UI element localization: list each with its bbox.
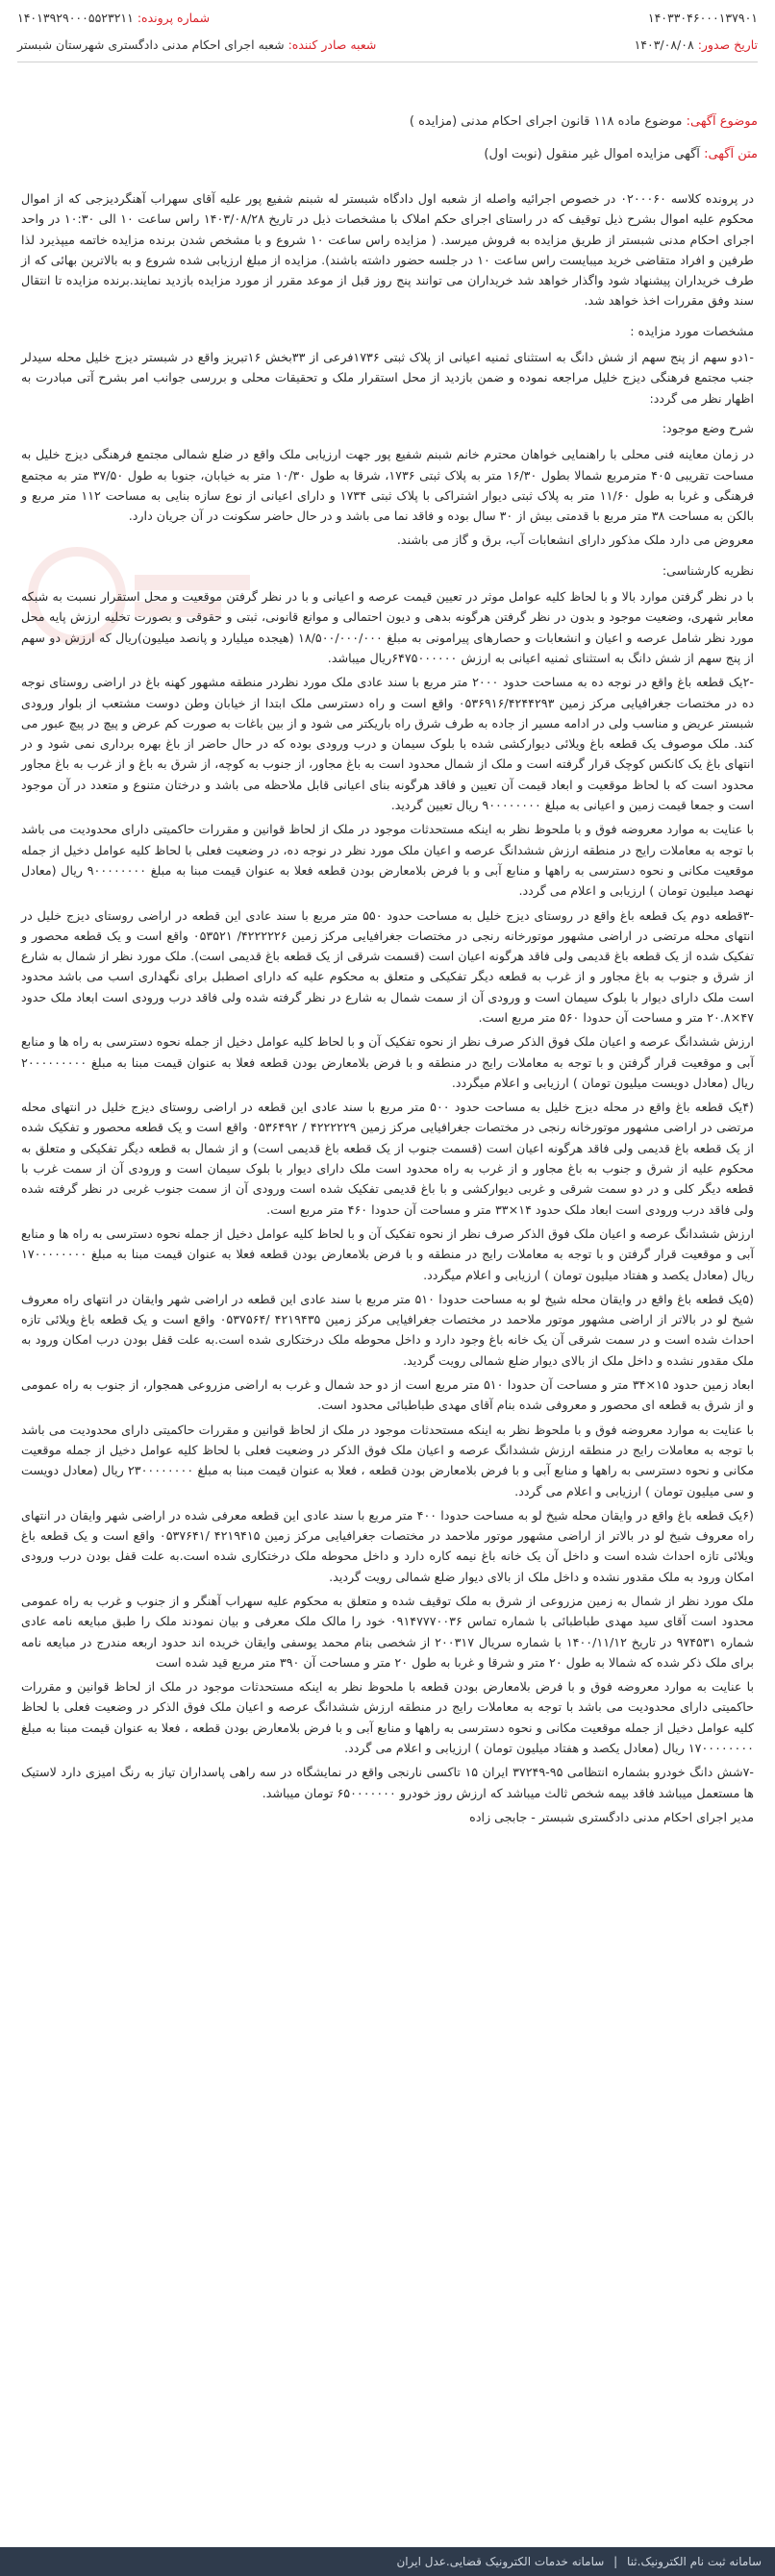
notice-paragraph: -۷شش دانگ خودرو بشماره انتظامی ۹۵-۳۷۲۴۹ ایران ۱۵ تاکسی نارنجی واقع در نمایشگاه در سه راهی پاسداران تیاز به رنگ امیزی دارد لاستیک ها مستعمل میباشد فاقد بیمه شخص ثالث میباشد که ارزش روز خودرو ۶۵۰۰۰۰۰۰۰ تومان میباشد. (21, 1765, 755, 1800)
footer-bar: سامانه ثبت نام الکترونیک.ثنا | سامانه خدمات الکترونیک قضایی.عدل ایران (0, 2547, 775, 2576)
notice-paragraph: ارزش ششدانگ عرصه و اعیان ملک فوق الذکر صرف نظر از نحوه تفکیک آن و با لحاظ کلیه عوامل دخیل از جمله نحوه دسترسی به راه ها و منابع آبی و موقعیت قرار گرفتن و با توجه به معاملات رایج در منطقه و با فرض بلامعارض بودن قطعه فعلا به عنوان قیمت مبنا به مبلغ ۱۷۰۰۰۰۰۰۰۰ ریال (معادل یکصد و هفتاد میلیون تومان ) ارزیابی و اعلام میگردد. (21, 1226, 754, 1282)
section-heading: شرح وضع موجود: (662, 420, 754, 435)
notice-subject: موضوع آگهی: موضوع ماده ۱۱۸ قانون اجرای احکام مدنی (مزایده ) (409, 114, 758, 129)
notice-paragraph: با عنایت به موارد معروضه فوق و با فرض بلامعارض بودن قطعه با ملحوظ نظر به اینکه مستحدثات موجود در ملک از لحاظ قوانین و مقررات حاکمیتی دارای محدودیت می باشد با توجه به معاملات رایج در منطقه ارزش ششدانگ عرصه و اعیان ملک فوق الذکر در وضعیت فعلی با لحاظ کلیه عوامل دخیل از جمله موقعیت مکانی و نحوه دسترسی به راهها و منابع آبی و با فرض بلامعارض بودن قطعه ، فعلا به عنوان قیمت مبنا به مبلغ ۱۷۰۰۰۰۰۰۰۰ ریال (معادل یکصد و هفتاد میلیون تومان ) ارزیابی و اعلام می گردد. (21, 1679, 754, 1756)
header-row-1 (17, 8, 758, 29)
notice-paragraph: -۱دو سهم از پنج سهم از شش دانگ به استثنای ثمنیه اعیانی از پلاک ثبتی ۱۷۳۶فرعی از ۳۳بخش ۱۶تبریز واقع در شبستر دیزج خلیل محله سیدلر جنب مجتمع فرهنگی دیزج خلیل مراجعه نموده و ضمن بازدید از محل استقرار ملک و تحقیقات محلی و بررسی جوانب امر بشرح آتی مبادرت به اظهار نظر می گردد: (21, 350, 754, 406)
tracking-number: ۱۴۰۳۳۰۴۶۰۰۰۱۳۷۹۰۱ (647, 11, 758, 25)
header-row-2 (17, 35, 758, 56)
notice-paragraph: ابعاد زمین حدود ۱۵×۳۴ متر و مساحت آن حدودا ۵۱۰ متر مربع است از دو حد شمال و غرب به اراضی مزروعی همجوار، از جنوب به راه عمومی و از شرق به قطعه ای محصور و معروفی شده بنام آقای مهدی طباطبائی محدود است. (21, 1377, 754, 1413)
issue-date: تاریخ صدور: ۱۴۰۳/۰۸/۰۸ (634, 37, 758, 52)
notice-paragraph: ملک مورد نظر از شمال به زمین مزروعی از شرق به ملک توقیف شده و متعلق به محکوم علیه سهراب آهنگر و از جنوب و غرب به راه عمومی محدود است آقای سید مهدی طباطبائی با شماره تماس ۰۹۱۴۷۷۷۰۰۳۶ خود را مالک ملک معرفی و بیان نمودند ملک را طبق مبایعه نامه عادی شماره ۹۷۴۵۳۱ در تاریخ ۱۴۰۰/۱۱/۱۲ با شماره سریال ۲۰۰۳۱۷ از شخصی بنام محمد یوسفی وایقان خریده اند حدود اربعه مندرج در مبایعه نامه برای ملک ذکر شده که شمالا به طول ۲۰ متر و شرقا و غربا به طول ۲۰ متر و مساحت آن ۳۹۰ متر مربع قید شده است (21, 1594, 754, 1670)
section-heading: نظریه کارشناسی: (662, 562, 754, 578)
section-heading: مشخصات مورد مزایده : (630, 323, 754, 338)
notice-paragraph: (۵یک قطعه باغ واقع در وایقان محله شیخ لو به مساحت حدودا ۵۱۰ متر مربع با سند عادی این قطعه در اراضی شهر وایقان در انتهای راه معروف شیخ لو در بالاتر از اراضی مشهور موتور ملاحمد در مختصات جغرافیایی مرکز زمین ۴۲۱۹۴۳۵ /۰۵۳۷۵۶۴ واقع است و یک قطعه باغ ویلائی تازه احداث شده است و در سمت شرقی آن یک خانه باغ وجود دارد و داخل محوطه ملک درختکاری شده است.به علت قفل بودن درب امکان ورود به ملک مقدور نشده و داخل ملک از بالای دیوار ضلع شمالی رویت گردید. (21, 1291, 754, 1368)
notice-paragraph: با عنایت به موارد معروضه فوق و با ملحوظ نظر به اینکه مستحدثات موجود در ملک از لحاظ قوانین و مقررات حاکمیتی دارای محدودیت می باشد با توجه به معاملات رایج در منطقه ارزش ششدانگ عرصه و اعیان ملک فوق الذکر در وضعیت فعلی با لحاظ کلیه عوامل دخیل از جمله موقعیت مکانی و نحوه دسترسی به راهها و منابع آبی و با فرض بلامعارض بودن قطعه ، فعلا به عنوان قیمت مبنا به مبلغ ۲۳۰۰۰۰۰۰۰۰ ریال (معادل دویست و سی میلیون تومان ) ارزیابی و اعلام می گردد. (21, 1422, 754, 1499)
notice-paragraph: -۳قطعه دوم یک قطعه باغ واقع در روستای دیزج خلیل به مساحت حدود ۵۵۰ متر مربع با سند عادی این قطعه در اراضی روستای دیزج خلیل در انتهای محله مرتضی در اراضی مشهور موتورخانه رنجی در مختصات جغرافیایی مرکز زمین ۴۲۲۲۲۲۶/ ۰۵۳۵۲۱ واقع است و یک قطعه محصور و تفکیک شده از یک قطعه باغ قدیمی ولی فاقد هرگونه اعیان است (قسمت شرقی از یک قطعه باغ قدیمی است). ملک مورد نظر از شمال به شارع از شرق و جنوب به باغ مجاور و از غرب به قطعه دیگر تفکیکی و متعلق به محکوم علیه که دارای اصطبل برای نگهداری اسب می باشد محدود است ملک دارای دیوار با بلوک سیمان است و ورودی آن از سمت شمال به شارع در نظر گرفته شده ولی فاقد درب ورودی است ابعاد ملک حدود ۴۷×۲۰.۸ متر و مساحت آن حدودا ۵۶۰ متر مربع است. (21, 907, 754, 1025)
notice-text-label: متن آگهی: آگهی مزایده اموال غیر منقول (نوبت اول) (484, 147, 758, 161)
notice-paragraph: ارزش ششدانگ عرصه و اعیان ملک فوق الذکر صرف نظر از نحوه تفکیک آن و با لحاظ کلیه عوامل دخیل از جمله نحوه دسترسی به راه ها و منابع آبی و موقعیت قرار گرفتن و با توجه به معاملات رایج در منطقه و با فرض بلامعارض بودن قطعه فعلا به عنوان قیمت مبنا به مبلغ ۲۰۰۰۰۰۰۰۰۰ ریال (معادل دویست میلیون تومان ) ارزیابی و اعلام میگردد. (21, 1034, 754, 1090)
notice-paragraph: مدیر اجرای احکام مدنی دادگستری شبستر - جابجی زاده (469, 1809, 754, 1824)
notice-paragraph: معروض می دارد ملک مذکور دارای انشعابات آب، برق و گاز می باشند. (396, 533, 754, 548)
notice-paragraph: (۶یک قطعه باغ واقع در وایقان محله شیخ لو به مساحت حدودا ۴۰۰ متر مربع با سند عادی این قطعه معرفی شده در اراضی شهر وایقان در انتهای راه معروف شیخ لو در بالاتر از اراضی مشهور موتور ملاحمد در مختصات جغرافیایی مرکز زمین ۴۲۱۹۴۱۵ /۰۵۳۷۶۴۱ واقع است و یک قطعه باغ ویلائی تازه احداث شده است و داخل آن یک خانه باغ نیمه کاره دارد و داخل محوطه ملک درختکاری شده است.به علت قفل بودن درب ورودی امکان ورود به ملک مقدور نشده و داخل ملک از بالای دیوار ضلع شمالی رویت گردید. (21, 1507, 754, 1584)
notice-paragraph: (۴یک قطعه باغ واقع در محله دیزج خلیل به مساحت حدود ۵۰۰ متر مربع با سند عادی این قطعه در اراضی روستای دیزج خلیل در انتهای محله مرتضی در اراضی مشهور موتورخانه رنجی در مختصات جغرافیایی مرکز زمین ۴۲۲۲۲۲۹ / ۰۵۳۶۴۹۲ واقع است و یک قطعه محصور و تفکیک شده از یک قطعه باغ قدیمی ولی فاقد هرگونه اعیان است (قسمت جنوب از یک قطعه باغ قدیمی است) و از شمال به قطعه دیگر تفکیکی و متعلق به محکوم علیه از شرق و جنوب به باغ مجاور و از غرب به راه محدود است ملک دارای دیوار با بلوک سیمان است و ورودی آن از سمت غرب با قطعه دیگر کلی و در دو سمت شرقی و غربی دیوارکشی و با باغ قدیمی تفکیک شده است ورودی آن از سمت جنوب غربی در نظر گرفته شده ولی فاقد درب ورودی است ابعاد ملک حدود ۱۴×۳۳ متر و مساحت آن حدودا ۴۶۰ متر مربع است. (21, 1100, 755, 1217)
notice-title: آگهی مزایده اموال غیر منقول (نوبت اول) (484, 147, 700, 161)
notice-paragraph: با عنایت به موارد معروضه فوق و با ملحوظ نظر به اینکه مستحدثات موجود در ملک از لحاظ قوانین و مقررات حاکمیتی دارای محدودیت می باشد با توجه به معاملات رایج در منطقه ارزش ششدانگ عرصه و اعیان ملک مورد نظر در نوجه ده، در وضعیت فعلی با لحاظ کلیه عوامل دخیل از جمله موقعیت مکانی و نحوه دسترسی به راهها و منابع آبی و با فرض بلامعارض بودن قطعه فعلا به عنوان قیمت مبنا به مبلغ ۹۰۰۰۰۰۰۰۰ ریال (معادل نهصد میلیون تومان ) ارزیابی و اعلام می گردد. (21, 822, 754, 899)
case-number: شماره پرونده: ۱۴۰۱۳۹۲۹۰۰۰۵۵۲۳۲۱۱ (17, 11, 211, 25)
issuing-branch: شعبه صادر کننده: شعبه اجرای احکام مدنی دادگستری شهرستان شبستر (17, 37, 377, 52)
notice-paragraph: در زمان معاینه فنی محلی با راهنمایی خواهان محترم خانم شبنم شفیع پور جهت ارزیابی ملک واقع در ضلع شمالی مجتمع فرهنگی دیزج خلیل به مساحت تقریبی ۴۰۵ مترمربع شمالا بطول ۱۶/۳۰ متر به پلاک ثبتی ۱۷۳۶، شرقا به طول ۱۰/۳۰ متر به خیابان، جنوبا به طول ۳۷/۵۰ متر به مجتمع فرهنگی و غربا به طول ۱۱/۶۰ متر به پلاک ثبتی دیوار اشتراکی با پلاک ثبتی ۱۷۳۴ و دارای اعیانی از نوع سازه بنایی به مساحت ۱۱۲ متر مربع و بالکن به مساحت ۳۸ متر مربع با قدمتی بیش از ۳۰ سال بوده و فاقد نما می باشد و در حال حاضر سکونت در آن جریان دارد. (21, 447, 755, 524)
footer-link-adliran[interactable]: سامانه خدمات الکترونیک قضایی.عدل ایران (396, 2555, 605, 2568)
notice-body (21, 188, 754, 1831)
footer-link-sana[interactable]: سامانه ثبت نام الکترونیک.ثنا (627, 2555, 762, 2568)
notice-paragraph: با در نظر گرفتن موارد بالا و با لحاظ کلیه عوامل موثر در تعیین قیمت عرصه و اعیانی و با در نظر گرفتن موقعیت و محل استقرار نسبت به شبکه معابر شهری، وضعیت موجود و بدون در نظر گرفتن هرگونه بدهی و دیون احتمالی و موانع قانونی، ثبتی و حقوقی و بصورت تخلیه ارزش پایه محل مورد نظر شامل عرصه و اعیان و انشعابات و حصارهای پیرامونی به مبلغ ۱۸/۵۰۰/۰۰۰/۰۰۰ (هیجده میلیارد و پانصد میلیون)ریال که ارزش دو سهم از پنج سهم از شش دانگ به استثنای ثمنیه اعیانی به ارزش ۶۴۷۵۰۰۰۰۰۰ریال میباشد. (21, 589, 754, 665)
notice-paragraph: در پرونده کلاسه ۰۲۰۰۰۶۰ در خصوص اجرائیه واصله از شعبه اول دادگاه شبستر له شبنم شفیع پور علیه آقای سهراب آهنگردیزجی که از اموال محکوم علیه اموال بشرح ذیل توقیف که در راستای اجرای حکم املاک با مشخصات ذیل در تاریخ ۱۴۰۳/۰۸/۲۸ راس ساعت ۱۰ الی ۱۰:۳۰ در واحد اجرای احکام مدنی شبستر از طریق مزایده به فروش میرسد. ( مزایده راس ساعت ۱۰ شروع و با مشخص شدن برنده مزایده خاتمه میپذیرد لذا طرفین و افراد متقاضی خرید میبایست راس ساعت ۱۰ در جلسه حضور داشته باشند). مزایده از مبلغ ارزیابی شده شروع و به بالاترین بهائی که از طرف خریداران پیشنهاد شود واگذار خواهد شد خریداران می توانند پنج روز قبل از موعد مقرر از مورد مزایده بازدید نمایند.برنده مزایده تا انتقال سند وفق مقررات اخذ خواهد شد. (21, 191, 755, 309)
notice-paragraph: -۲یک قطعه باغ واقع در نوجه ده به مساحت حدود ۲۰۰۰ متر مربع با سند عادی ملک مورد نظردر منطقه مشهور کهنه باغ در اراضی روستای نوجه ده در مختصات جغرافیایی مرکز زمین ۰۵۳۶۹۱۶/۴۲۴۴۲۹۳ واقع است و راه دسترسی ملک ابتدا از خیابان وطن دوست مشتعب از بلوار ورودی شبستر عریض و مناسب ولی در ادامه مسیر از جاده به طرف شرق راه باریکتر می شود و از بین باغات به صورت کم عرض و پیچ در پیچ عبور می کند. ملک موصوف یک قطعه باغ ویلائی دیوارکشی شده با بلوک سیمان و درب ورودی بوده که در حال حاضر از باغ بهره برداری نمی شود و در انتهای باغ یک کانکس کوچک قرار گرفته است و ملک از شمال محدود است به باغ مجاور، از جنوب به کوچه، از شرق به باغ و از غرب به باغ مجاور محدود است که با لحاظ موقعیت و ابعاد قیمت آن تعیین و فاقد هرگونه بنای اعیانی قابل ملاحظه می باشد و درختان متنوع و متعدد در آن موجود است و جمعا قیمت زمین و اعیانی به مبلغ ۹۰۰۰۰۰۰۰۰ ریال تعیین گردید. (21, 675, 755, 813)
